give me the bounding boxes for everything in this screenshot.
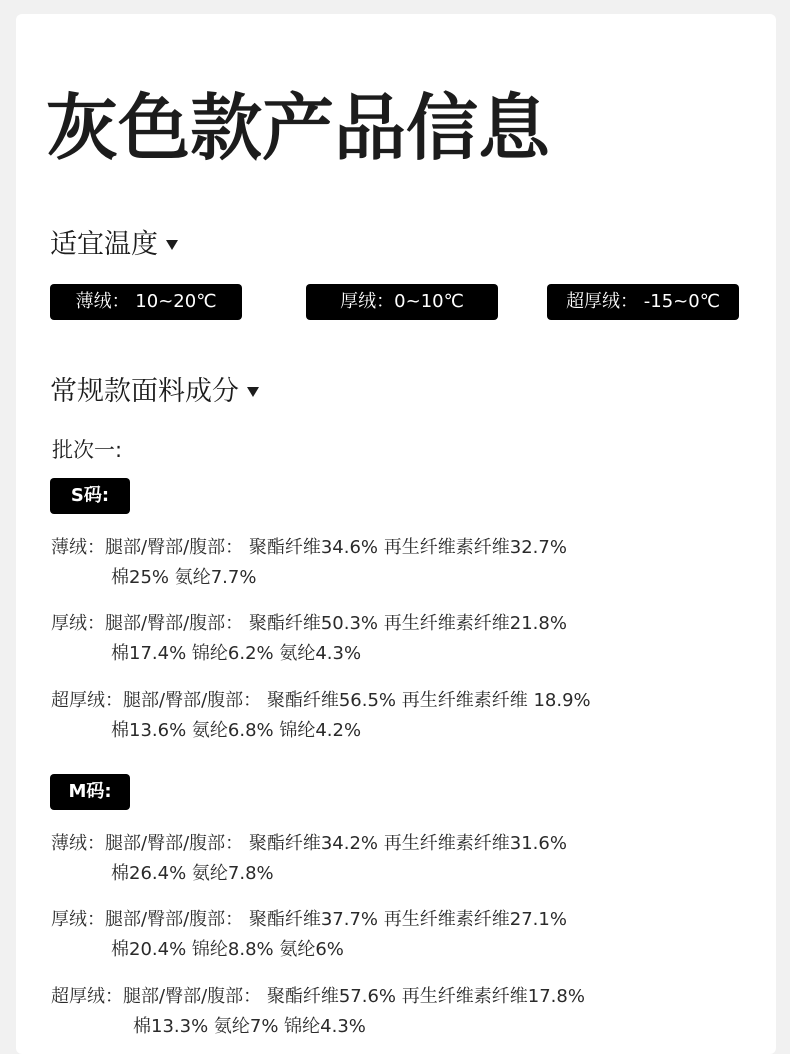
composition-row-m-thick [51, 905, 567, 965]
size-badge-m: M码: [50, 774, 130, 810]
composition-line: 超厚绒：腿部/臀部/腹部： 聚酯纤维57.6% 再生纤维素纤维17.8% [51, 986, 585, 1007]
composition-row-s-thick [51, 609, 567, 669]
composition-line: 超厚绒：腿部/臀部/腹部： 聚酯纤维56.5% 再生纤维素纤维 18.9% [51, 690, 591, 711]
composition-row-s-extra-thick [51, 686, 591, 746]
size-badge-s: S码: [50, 478, 130, 514]
temperature-section-heading[interactable] [50, 231, 178, 258]
temperature-badge-thick: 厚绒：0~10℃ [306, 284, 498, 320]
composition-line: 棉26.4% 氨纶7.8% [111, 863, 274, 884]
composition-row-m-extra-thick [51, 982, 585, 1042]
composition-row-s-thin [51, 533, 567, 593]
page-title: 灰色款产品信息 [46, 86, 551, 170]
composition-line: 棉20.4% 锦纶8.8% 氨纶6% [111, 939, 344, 960]
triangle-down-icon [166, 240, 178, 250]
composition-line: 棉25% 氨纶7.7% [111, 567, 257, 588]
composition-line: 厚绒：腿部/臀部/腹部： 聚酯纤维50.3% 再生纤维素纤维21.8% [51, 613, 567, 634]
composition-line: 薄绒：腿部/臀部/腹部： 聚酯纤维34.6% 再生纤维素纤维32.7% [51, 537, 567, 558]
triangle-down-icon [247, 387, 259, 397]
temperature-badge-thin: 薄绒： 10~20℃ [50, 284, 242, 320]
composition-row-m-thin [51, 829, 567, 889]
composition-line: 棉17.4% 锦纶6.2% 氨纶4.3% [111, 643, 362, 664]
fabric-section-heading[interactable] [50, 378, 259, 405]
fabric-heading-text: 常规款面料成分 [50, 376, 239, 407]
temperature-heading-text: 适宜温度 [50, 229, 158, 260]
composition-line: 薄绒：腿部/臀部/腹部： 聚酯纤维34.2% 再生纤维素纤维31.6% [51, 833, 567, 854]
product-info-card [16, 14, 776, 1054]
composition-line: 棉13.3% 氨纶7% 锦纶4.3% [133, 1016, 366, 1037]
composition-line: 棉13.6% 氨纶6.8% 锦纶4.2% [111, 720, 362, 741]
temperature-badge-extra-thick: 超厚绒： -15~0℃ [547, 284, 739, 320]
composition-line: 厚绒：腿部/臀部/腹部： 聚酯纤维37.7% 再生纤维素纤维27.1% [51, 909, 567, 930]
batch-label: 批次一: [52, 438, 123, 462]
